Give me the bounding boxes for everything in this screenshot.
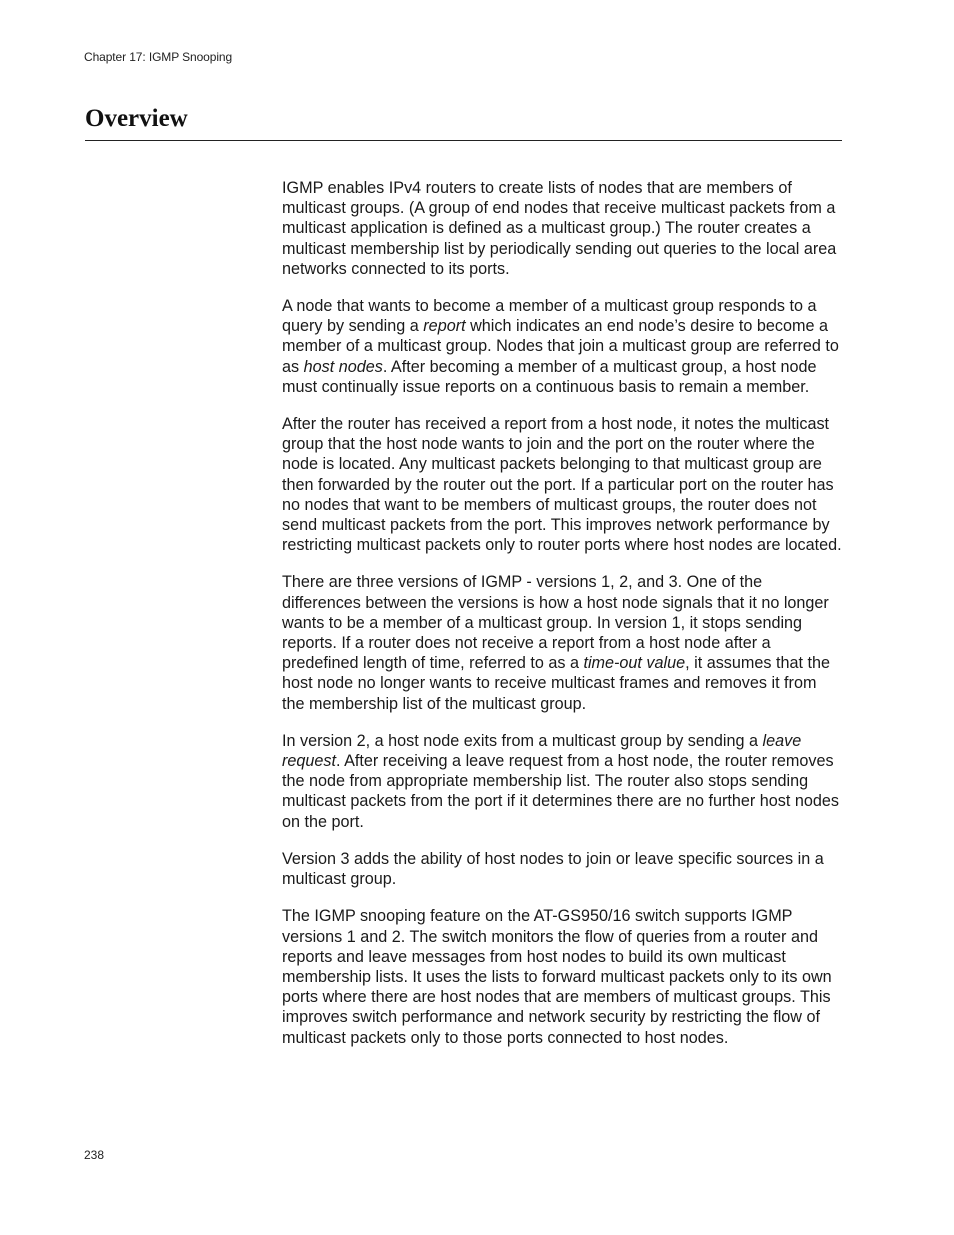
paragraph-host-nodes: A node that wants to become a member of a multicast group responds to a query by sending a report which indicates an end node’s desire to become a member of a multicast group. Nodes that join a multicast group are referred to as host nodes. After becoming a member of a multicast group, a host node must continually issue reports on a continuous basis to remain a member. xyxy=(282,297,839,396)
paragraph-version-2: In version 2, a host node exits from a multicast group by sending a leave request. After receiving a leave request from a host node, the router removes the node from appropriate membership list. The router also stops sending multicast packets from the port if it determines there are no further host nodes on the port. xyxy=(282,731,839,831)
paragraph-version-3: Version 3 adds the ability of host nodes to join or leave specific sources in a multicast group. xyxy=(282,849,824,889)
running-header: Chapter 17: IGMP Snooping xyxy=(84,50,233,64)
section-title: Overview xyxy=(85,105,188,132)
paragraph-router-forwarding: After the router has received a report from a host node, it notes the multicast group that the host node wants to join and the port on the router where the node is located. Any multicast packets belonging to that multicast group are then forwarded by the router out the port. If a particular port on the router has no nodes that want to be members of multicast groups, the router does not send multicast packets from the port. This improves network performance by restricting multicast packets only to router ports where host nodes are located. xyxy=(282,415,842,555)
paragraph-snooping-feature: The IGMP snooping feature on the AT-GS950/16 switch supports IGMP versions 1 and 2. The switch monitors the flow of queries from a router and reports and leave messages from host nodes to build its own multicast membership lists. It uses the lists to forward multicast packets only to its own ports where there are host nodes that are members of multicast groups. This improves switch performance and network security by restricting the flow of multicast packets only to those ports connected to host nodes. xyxy=(282,907,832,1047)
page-number: 238 xyxy=(84,1148,105,1162)
term-report: report xyxy=(423,317,466,336)
paragraph-igmp-intro: IGMP enables IPv4 routers to create lists of nodes that are members of multicast groups. (A group of end nodes that receive multicast packets from a multicast application is defined as a multicast group.) The router creates a multicast membership list by periodically sending out queries to the local area networks connected to its ports. xyxy=(282,179,837,278)
term-host-nodes: host nodes xyxy=(303,357,383,376)
term-leave-request: leave request xyxy=(282,731,802,771)
title-rule xyxy=(85,140,842,141)
paragraph-igmp-versions: There are three versions of IGMP - versions 1, 2, and 3. One of the differences between the versions is how a host node signals that it no longer wants to be a member of a multicast group. In version 1, it stops sending reports. If a router does not receive a report from a host node after a predefined length of time, referred to as a time-out value, it assumes that the host node no longer wants to receive multicast frames and removes it from the membership list of the multicast group. xyxy=(282,573,830,713)
body-text xyxy=(282,178,842,1065)
term-time-out-value: time-out value xyxy=(583,654,686,673)
